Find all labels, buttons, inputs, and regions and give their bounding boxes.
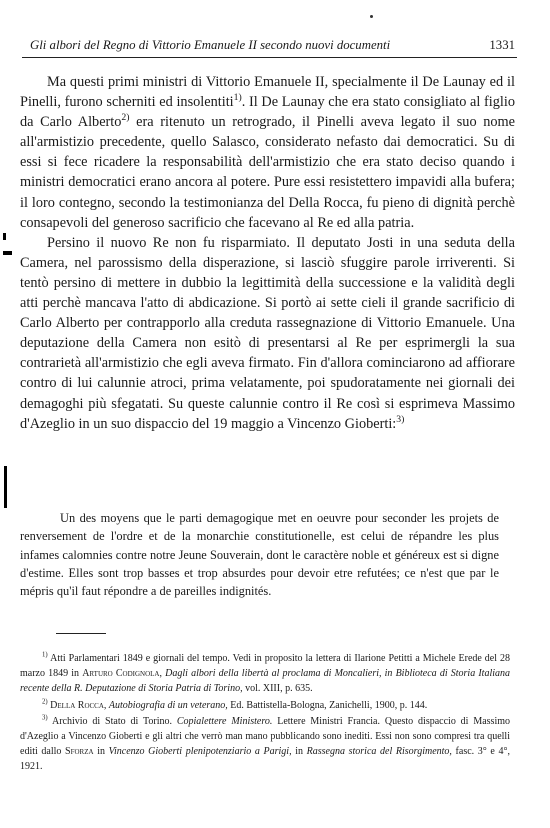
footnote-rule xyxy=(56,633,106,634)
footnote-1: $^{1)}$ Atti Parlamentari 1849 e giornali del tempo. Vedi in proposito la lettera di Ilarione Petitti a Michele Erede del 28 marzo 1849 in Arturo Codignola, Dagli albori della libertà al proclama di Moncalieri, in Biblioteca di Storia Italiana recente della R. Deputazione di Storia Patria di Torino, vol. XIII, p. 635. xyxy=(20,651,510,695)
footnotes xyxy=(20,651,510,776)
running-title: Gli albori del Regno di Vittorio Emanuele II secondo nuovi documenti xyxy=(30,38,391,52)
margin-bar xyxy=(4,466,7,508)
paragraph-2: Persino il nuovo Re non fu risparmiato. Il deputato Josti in una seduta della Camera, nel parossismo della disperazione, si lasciò sfuggire parole irriverenti. Si tentò persino di mettere in dubbio la legittimità della successione e la validità degli atti perchè mancava l'atto di abdicazione. Si portò ai sette cieli il grande sacrificio di Carlo Alberto per contrapporlo alla creduta rassegnazione di Vittorio Emanuele. Una deputazione della Camera non esitò di presentarsi al Re per esprimergli la sua contrarietà all'armistizio che egli aveva firmato. Fin d'allora cominciarono ad affiorare contro di lui calunnie atroci, prima velatamente, poi spudoratamente nei giornali dei demagoghi più sfegatati. Su queste calunnie contro il Re così si esprimeva Massimo d'Azeglio in un suo dispaccio del 19 maggio a Vincenzo Gioberti:$^{3)}$ xyxy=(20,234,515,432)
header-rule xyxy=(22,57,517,58)
quote-text: Un des moyens que le parti demagogique met en oeuvre pour seconder les projets de renversement de l'ordre et de la monarchie constitutionelle, est celui de répandre les plus infames calomnies contre notre Jeune Souverain, dont le caractère noble et généreux est si digne d'estime. Elles sont trop basses et trop absurdes pour devoir etre refutées; ce n'est que par le mépris qu'il faut répondre a de pareilles indignités. xyxy=(20,511,499,599)
paragraph-1: Ma questi primi ministri di Vittorio Emanuele II, specialmente il De Launay ed il Pinelli, furono scherniti ed insolentiti$^{1)}$. Il De Launay che era stato consigliato al figlio da Carlo Alberto$^{2)}$ era ritenuto un retrogrado, il Pinelli aveva legato il suo nome all'armistizio precedente, quello Salasco, considerato nefasto dai democratici. Su di essi si fece ricadere la responsabilità dell'armistizio che era stato deciso quando i ministri democratici erano ancora al potere. Pure essi resistettero impavidi alla bufera; il loro contegno, secondo la testimonianza del Della Rocca, fu pieno di dignità perchè consapevoli del generoso sacrificio che facevano al Re ed alla patria. xyxy=(20,74,515,231)
page-number: 1331 xyxy=(489,38,515,52)
running-header xyxy=(30,38,515,53)
footnote-2: $^{2)}$ Della Rocca, Autobiografia di un veterano, Ed. Battistella-Bologna, Zanichelli, 1900, p. 144. xyxy=(42,698,428,711)
margin-mark xyxy=(3,251,12,255)
footnote-3: $^{3)}$ Archivio di Stato di Torino. Copialettere Ministero. Lettere Ministri Francia. Questo dispaccio di Massimo d'Azeglio a Vincenzo Gioberti e gli altri che verrò man mano pubblicando sono inediti. Essi non sono compresi tra quelli editi dallo Sforza in Vincenzo Gioberti plenipotenziario a Parigi, in Rassegna storica del Risorgimento, fasc. 3° e 4°, 1921. xyxy=(20,714,511,773)
margin-mark xyxy=(3,233,6,240)
main-text xyxy=(20,72,515,434)
speck xyxy=(370,15,373,18)
quoted-dispatch xyxy=(20,509,499,600)
footnote-ref-2: 2) xyxy=(121,112,130,124)
footnote-ref-1: 1) xyxy=(233,92,242,104)
footnote-ref-3: 3) xyxy=(396,413,405,425)
